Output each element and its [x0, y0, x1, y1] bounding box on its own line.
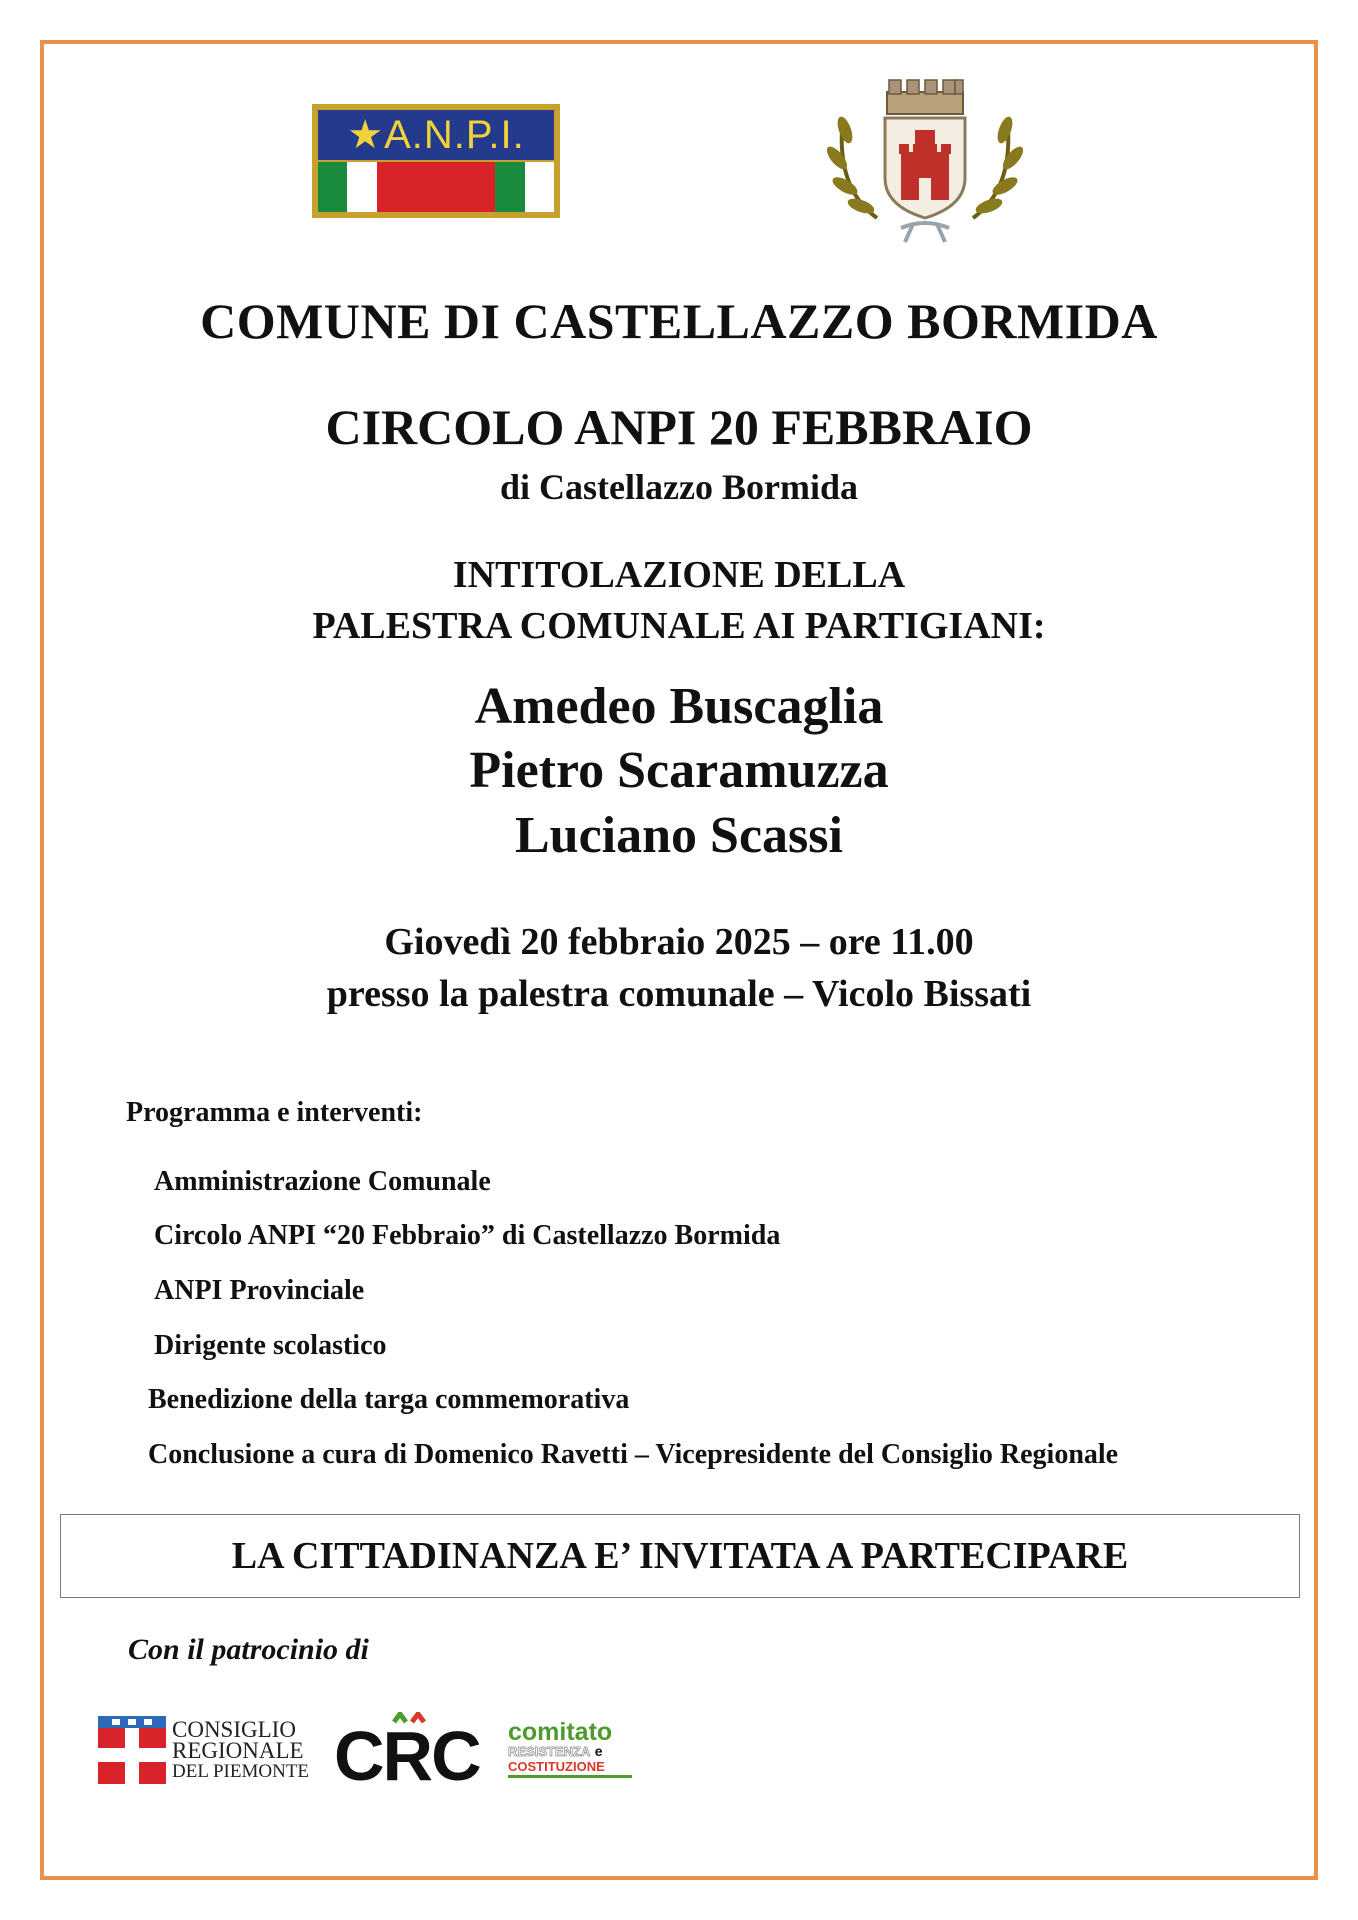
event-title-line1: INTITOLAZIONE DELLA — [452, 554, 906, 596]
event-date: Giovedì 20 febbraio 2025 – ore 11.00 — [384, 921, 974, 963]
circolo-title: CIRCOLO ANPI 20 FEBBRAIO — [325, 399, 1033, 455]
comitato-logo — [508, 1720, 632, 1778]
comitato-logo-line: COSTITUZIONE — [508, 1759, 632, 1778]
partisan-name: Amedeo Buscaglia — [474, 678, 884, 735]
event-place: presso la palestra comunale – Vicolo Bissati — [326, 973, 1032, 1015]
patronage-label: Con il patrocinio di — [128, 1633, 369, 1666]
comune-title: COMUNE DI CASTELLAZZO BORMIDA — [200, 293, 1158, 349]
castle-crest-icon — [815, 78, 1035, 250]
partisan-name: Luciano Scassi — [515, 807, 843, 864]
circolo-subtitle: di Castellazzo Bormida — [500, 467, 858, 507]
consiglio-regionale-logo — [98, 1716, 309, 1784]
piemonte-logo-line: CONSIGLIO — [172, 1716, 296, 1742]
program-item: Circolo ANPI “20 Febbraio” di Castellazzo Bormida — [154, 1220, 781, 1251]
program-item: ANPI Provinciale — [154, 1275, 365, 1306]
piemonte-logo-line: REGIONALE — [172, 1737, 304, 1763]
program-item: Benedizione della targa commemorativa — [148, 1384, 630, 1415]
event-title-line2: PALESTRA COMUNALE AI PARTIGIANI: — [312, 605, 1046, 647]
anpi-logo-text: ★A.N.P.I. — [347, 113, 525, 157]
program-title: Programma e interventi: — [126, 1097, 423, 1128]
program-item: Amministrazione Comunale — [154, 1166, 491, 1197]
invitation-box — [60, 1514, 1300, 1598]
comitato-logo-line: RESISTENZA — [508, 1744, 591, 1759]
crc-logo — [334, 1712, 504, 1792]
comitato-logo-title: comitato — [508, 1718, 613, 1746]
program-item: Dirigente scolastico — [154, 1330, 387, 1361]
anpi-logo — [312, 104, 560, 218]
crc-logo-text: CRC — [334, 1717, 480, 1792]
comitato-logo-line: e — [594, 1743, 603, 1759]
partisan-name: Pietro Scaramuzza — [469, 742, 889, 799]
piemonte-logo-line: DEL PIEMONTE — [172, 1760, 310, 1782]
invitation-text: LA CITTADINANZA E’ INVITATA A PARTECIPARE — [231, 1535, 1129, 1577]
program-item: Conclusione a cura di Domenico Ravetti – Vicepresidente del Consiglio Regionale — [148, 1439, 1119, 1470]
piemonte-flag-icon — [98, 1716, 166, 1784]
